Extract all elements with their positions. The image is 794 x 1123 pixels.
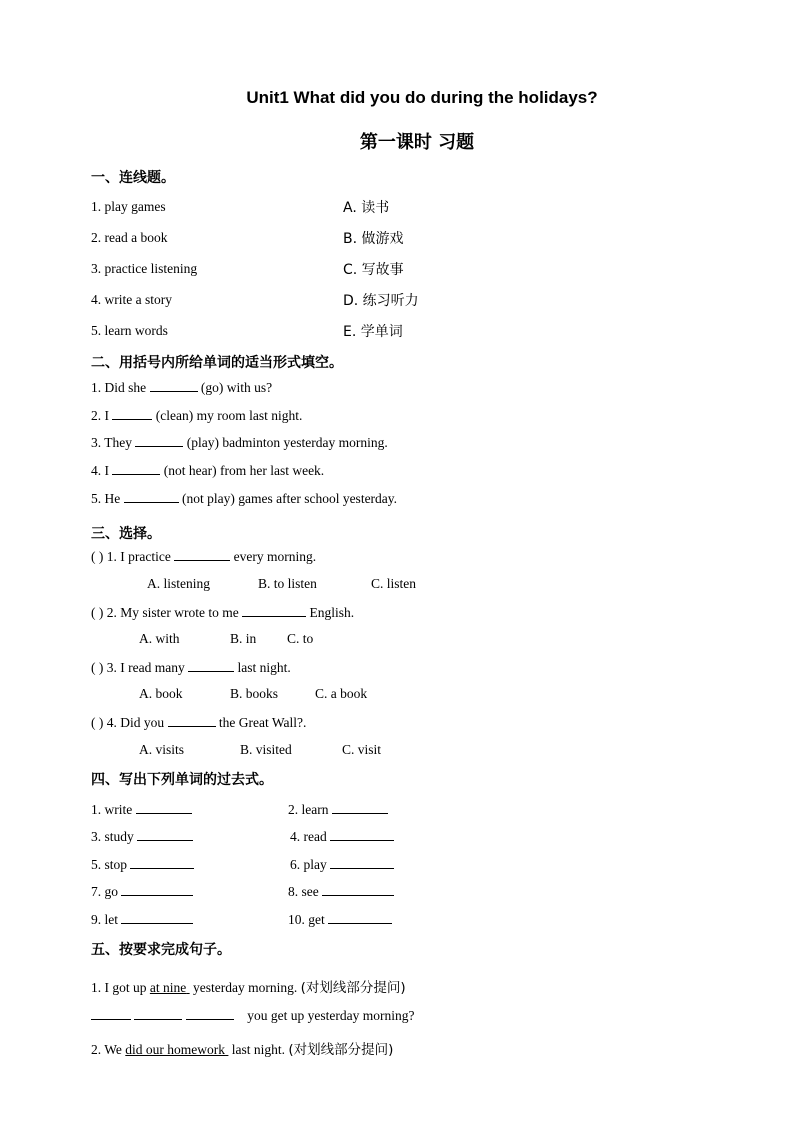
answer-blank xyxy=(188,659,234,672)
instruction-note: (对划线部分提问) xyxy=(300,980,406,996)
answer-blank[interactable] xyxy=(124,490,179,503)
item-word: 2. learn xyxy=(288,802,329,817)
question-text: every morning. xyxy=(233,549,317,564)
item-word: 5. stop xyxy=(91,857,128,872)
question-text: 1. I practice xyxy=(106,549,171,564)
past-tense-item xyxy=(288,801,388,818)
item-text: (not play) games after school yesterday. xyxy=(182,491,398,506)
option-b[interactable]: B. books xyxy=(230,686,279,701)
question-text: 1. I got up xyxy=(91,980,147,995)
past-tense-item xyxy=(91,883,193,900)
matching-left-item: 4. write a story xyxy=(91,292,172,307)
past-tense-item xyxy=(91,856,194,873)
section-2-heading: 二、用括号内所给单词的适当形式填空。 xyxy=(91,355,343,371)
answer-blank[interactable] xyxy=(322,883,394,896)
choice-question xyxy=(91,604,354,621)
answer-blank[interactable] xyxy=(134,1007,182,1020)
answer-line xyxy=(91,1007,414,1024)
option-b[interactable]: B. to listen xyxy=(258,576,317,591)
section-3-heading: 三、选择。 xyxy=(91,526,161,542)
answer-blank[interactable] xyxy=(328,911,392,924)
item-word: 7. go xyxy=(91,884,118,899)
item-word: 4. read xyxy=(290,829,327,844)
answer-blank[interactable] xyxy=(130,856,194,869)
question-text: 2. We xyxy=(91,1042,122,1057)
matching-right-item: D. 练习听力 xyxy=(343,293,419,309)
fill-blank-item xyxy=(91,407,302,424)
underlined-phrase: did our homework xyxy=(125,1042,226,1057)
option-c[interactable]: C. visit xyxy=(342,742,382,757)
answer-blank xyxy=(242,604,306,617)
question-text: 4. Did you xyxy=(106,715,165,730)
option-a[interactable]: A. with xyxy=(139,631,180,646)
answer-blank[interactable] xyxy=(330,828,394,841)
item-text: (clean) my room last night. xyxy=(155,408,303,423)
answer-blank[interactable] xyxy=(112,462,160,475)
section-1-heading: 一、连线题。 xyxy=(91,170,175,186)
answer-blank[interactable] xyxy=(112,407,152,420)
answer-blank[interactable] xyxy=(135,434,183,447)
option-b[interactable]: B. visited xyxy=(240,742,292,757)
section-4-heading: 四、写出下列单词的过去式。 xyxy=(91,772,273,788)
question-text: last night. xyxy=(231,1042,286,1057)
answer-parentheses[interactable]: ( ) xyxy=(91,715,104,730)
question-text: last night. xyxy=(237,660,291,675)
option-a[interactable]: A. listening xyxy=(147,576,210,591)
item-text: 2. I xyxy=(91,408,109,423)
item-text: 4. I xyxy=(91,463,109,478)
matching-right-item: B. 做游戏 xyxy=(343,231,404,247)
instruction-note: (对划线部分提问) xyxy=(288,1042,394,1058)
option-a[interactable]: A. visits xyxy=(139,742,185,757)
answer-blank[interactable] xyxy=(137,828,193,841)
past-tense-item xyxy=(91,828,193,845)
matching-left-item: 5. learn words xyxy=(91,323,168,338)
answer-blank[interactable] xyxy=(136,801,192,814)
item-word: 8. see xyxy=(288,884,319,899)
matching-left-item: 2. read a book xyxy=(91,230,168,245)
item-text: (not hear) from her last week. xyxy=(163,463,325,478)
question-text: 2. My sister wrote to me xyxy=(106,605,239,620)
question-text: English. xyxy=(309,605,355,620)
answer-blank xyxy=(168,714,216,727)
page-subtitle: 第一课时 习题 xyxy=(359,132,475,153)
option-c[interactable]: C. a book xyxy=(315,686,368,701)
option-c[interactable]: C. listen xyxy=(371,576,417,591)
matching-right-item: A. 读书 xyxy=(343,200,390,216)
fill-blank-item xyxy=(91,379,272,396)
past-tense-item xyxy=(288,883,394,900)
item-word: 9. let xyxy=(91,912,118,927)
past-tense-item xyxy=(91,801,192,818)
answer-blank[interactable] xyxy=(332,801,388,814)
past-tense-item xyxy=(290,828,394,845)
choice-question xyxy=(91,659,291,676)
fill-blank-item xyxy=(91,434,388,451)
rewrite-question xyxy=(91,1038,393,1058)
question-text: yesterday morning. xyxy=(193,980,298,995)
item-text: (go) with us? xyxy=(200,380,273,395)
answer-blank[interactable] xyxy=(330,856,394,869)
section-5-heading: 五、按要求完成句子。 xyxy=(91,942,231,958)
answer-parentheses[interactable]: ( ) xyxy=(91,549,104,564)
past-tense-item xyxy=(91,911,193,928)
question-text: 3. I read many xyxy=(106,660,185,675)
answer-blank[interactable] xyxy=(91,1007,131,1020)
option-a[interactable]: A. book xyxy=(139,686,183,701)
answer-blank[interactable] xyxy=(186,1007,234,1020)
matching-right-item: C. 写故事 xyxy=(343,262,404,278)
answer-parentheses[interactable]: ( ) xyxy=(91,605,104,620)
answer-blank[interactable] xyxy=(150,379,198,392)
matching-left-item: 1. play games xyxy=(91,199,166,214)
item-word: 10. get xyxy=(288,912,325,927)
item-text: 5. He xyxy=(91,491,121,506)
item-text: (play) badminton yesterday morning. xyxy=(186,435,388,450)
past-tense-item xyxy=(288,911,392,928)
fill-blank-item xyxy=(91,490,397,507)
choice-question xyxy=(91,548,316,565)
choice-question xyxy=(91,714,306,731)
item-text: 3. They xyxy=(91,435,132,450)
option-c[interactable]: C. to xyxy=(287,631,314,646)
answer-blank xyxy=(174,548,230,561)
item-word: 1. write xyxy=(91,802,133,817)
item-word: 3. study xyxy=(91,829,134,844)
past-tense-item xyxy=(290,856,394,873)
page-title: Unit1 What did you do during the holidays? xyxy=(246,88,598,107)
item-text: 1. Did she xyxy=(91,380,147,395)
answer-parentheses[interactable]: ( ) xyxy=(91,660,104,675)
rewrite-question xyxy=(91,976,406,996)
question-text: the Great Wall?. xyxy=(218,715,307,730)
matching-left-item: 3. practice listening xyxy=(91,261,198,276)
answer-blank[interactable] xyxy=(121,883,193,896)
option-b[interactable]: B. in xyxy=(230,631,257,646)
item-word: 6. play xyxy=(290,857,327,872)
matching-right-item: E. 学单词 xyxy=(343,324,403,340)
underlined-phrase: at nine xyxy=(149,980,187,995)
answer-tail-text: you get up yesterday morning? xyxy=(247,1008,415,1023)
answer-blank[interactable] xyxy=(121,911,193,924)
fill-blank-item xyxy=(91,462,324,479)
